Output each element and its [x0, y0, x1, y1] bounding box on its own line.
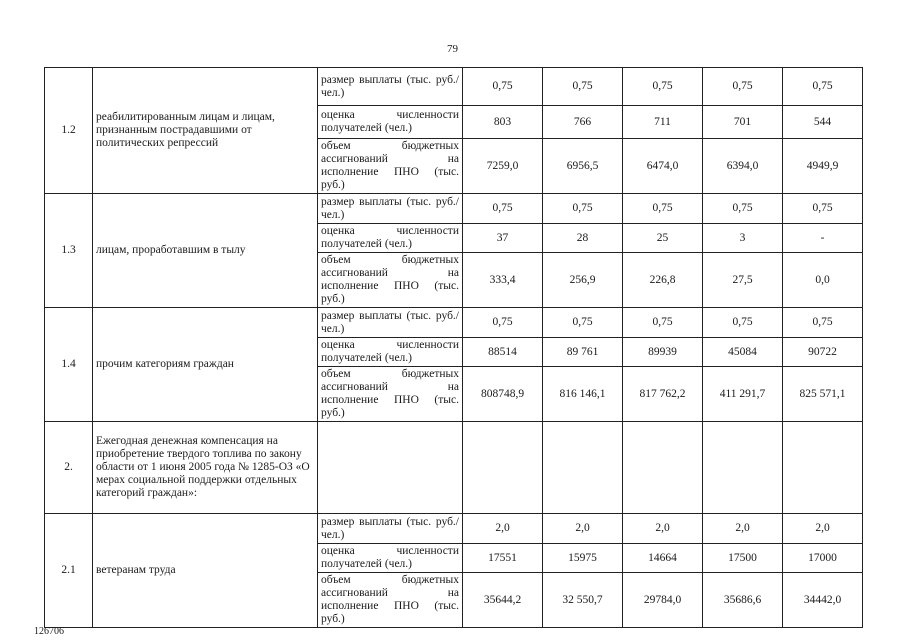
value-cell: 0,75 — [623, 194, 703, 224]
row-name: лицам, проработавшим в тылу — [93, 194, 318, 308]
value-cell: 0,75 — [463, 308, 543, 338]
value-cell: 817 762,2 — [623, 367, 703, 422]
param-label: оценка численности получателей (чел.) — [318, 544, 463, 573]
param-label: объем бюджетных ассигнований на исполнение ПНО (тыс. руб.) — [318, 139, 463, 194]
row-name: прочим категориям граждан — [93, 308, 318, 422]
value-cell: 2,0 — [463, 514, 543, 544]
value-cell: 0,75 — [783, 308, 863, 338]
param-label: размер выплаты (тыс. руб./чел.) — [318, 514, 463, 544]
value-cell: 0,75 — [703, 308, 783, 338]
param-label: объем бюджетных ассигнований на исполнение ПНО (тыс. руб.) — [318, 253, 463, 308]
value-cell: 17500 — [703, 544, 783, 573]
value-cell: 25 — [623, 224, 703, 253]
value-cell: 0,75 — [543, 308, 623, 338]
value-cell: 808748,9 — [463, 367, 543, 422]
value-cell: 333,4 — [463, 253, 543, 308]
value-cell: 2,0 — [783, 514, 863, 544]
value-cell: 411 291,7 — [703, 367, 783, 422]
value-cell: 2,0 — [543, 514, 623, 544]
param-label: оценка численности получателей (чел.) — [318, 338, 463, 367]
value-cell: 35644,2 — [463, 573, 543, 628]
table-row — [45, 422, 863, 514]
value-cell: 37 — [463, 224, 543, 253]
table-row — [45, 68, 863, 106]
row-number: 1.3 — [45, 194, 93, 308]
value-cell: 0,75 — [783, 68, 863, 106]
value-cell: 256,9 — [543, 253, 623, 308]
value-cell: 28 — [543, 224, 623, 253]
value-cell: - — [783, 224, 863, 253]
value-cell: 17000 — [783, 544, 863, 573]
row-number: 2. — [45, 422, 93, 514]
empty-cell — [318, 422, 463, 514]
value-cell: 0,75 — [783, 194, 863, 224]
value-cell: 35686,6 — [703, 573, 783, 628]
value-cell: 0,75 — [543, 194, 623, 224]
row-number: 1.2 — [45, 68, 93, 194]
value-cell: 6394,0 — [703, 139, 783, 194]
value-cell: 701 — [703, 106, 783, 139]
value-cell: 766 — [543, 106, 623, 139]
param-label: размер выплаты (тыс. руб./чел.) — [318, 194, 463, 224]
value-cell: 711 — [623, 106, 703, 139]
value-cell: 544 — [783, 106, 863, 139]
value-cell: 803 — [463, 106, 543, 139]
value-cell: 0,75 — [703, 194, 783, 224]
value-cell: 3 — [703, 224, 783, 253]
param-label: объем бюджетных ассигнований на исполнение ПНО (тыс. руб.) — [318, 573, 463, 628]
value-cell: 7259,0 — [463, 139, 543, 194]
value-cell: 0,75 — [623, 68, 703, 106]
value-cell: 17551 — [463, 544, 543, 573]
value-cell: 14664 — [623, 544, 703, 573]
row-name: ветеранам труда — [93, 514, 318, 628]
value-cell: 15975 — [543, 544, 623, 573]
value-cell: 0,75 — [463, 194, 543, 224]
row-name: Ежегодная денежная компенсация на приобретение твердого топлива по закону области от 1 июня 2005 года № 1285-ОЗ «О мерах социальной поддержки отдельных категорий граждан»: — [93, 422, 318, 514]
value-cell: 0,75 — [703, 68, 783, 106]
value-cell: 34442,0 — [783, 573, 863, 628]
document-code: 126706 — [34, 626, 64, 637]
page-number: 79 — [447, 43, 458, 55]
value-cell: 32 550,7 — [543, 573, 623, 628]
value-cell: 0,75 — [623, 308, 703, 338]
value-cell: 0,75 — [543, 68, 623, 106]
table-row — [45, 514, 863, 544]
value-cell: 0,75 — [463, 68, 543, 106]
value-cell: 45084 — [703, 338, 783, 367]
value-cell: 825 571,1 — [783, 367, 863, 422]
budget-table — [44, 67, 863, 628]
value-cell: 6956,5 — [543, 139, 623, 194]
value-cell: 89 761 — [543, 338, 623, 367]
empty-cell — [703, 422, 783, 514]
value-cell: 6474,0 — [623, 139, 703, 194]
empty-cell — [783, 422, 863, 514]
row-name: реабилитированным лицам и лицам, признанным пострадавшими от политических репрессий — [93, 68, 318, 194]
value-cell: 88514 — [463, 338, 543, 367]
value-cell: 0,0 — [783, 253, 863, 308]
value-cell: 2,0 — [623, 514, 703, 544]
value-cell: 27,5 — [703, 253, 783, 308]
value-cell: 29784,0 — [623, 573, 703, 628]
value-cell: 816 146,1 — [543, 367, 623, 422]
row-number: 1.4 — [45, 308, 93, 422]
value-cell: 226,8 — [623, 253, 703, 308]
empty-cell — [623, 422, 703, 514]
table-row — [45, 308, 863, 338]
value-cell: 90722 — [783, 338, 863, 367]
table-row — [45, 194, 863, 224]
row-number: 2.1 — [45, 514, 93, 628]
value-cell: 2,0 — [703, 514, 783, 544]
param-label: размер выплаты (тыс. руб./чел.) — [318, 308, 463, 338]
param-label: размер выплаты (тыс. руб./чел.) — [318, 68, 463, 106]
empty-cell — [463, 422, 543, 514]
value-cell: 4949,9 — [783, 139, 863, 194]
param-label: объем бюджетных ассигнований на исполнение ПНО (тыс. руб.) — [318, 367, 463, 422]
param-label: оценка численности получателей (чел.) — [318, 106, 463, 139]
param-label: оценка численности получателей (чел.) — [318, 224, 463, 253]
value-cell: 89939 — [623, 338, 703, 367]
empty-cell — [543, 422, 623, 514]
